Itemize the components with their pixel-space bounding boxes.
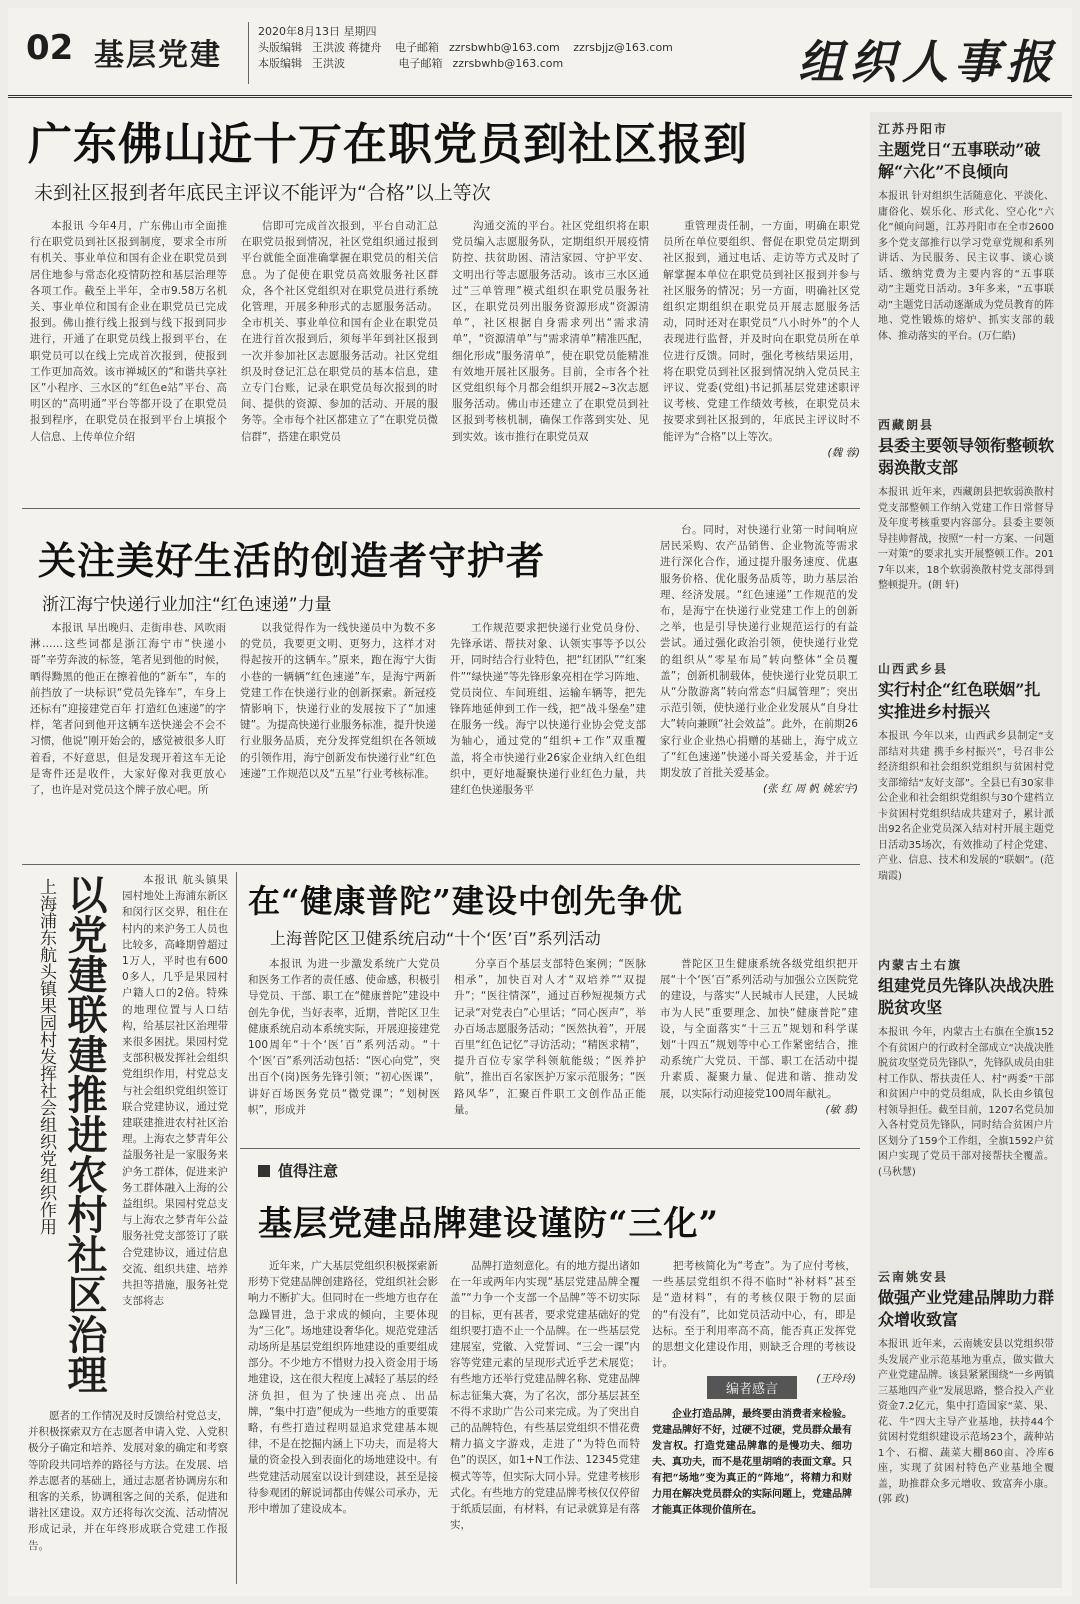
divider (236, 872, 237, 1584)
article3-subtitle: 上海浦东航头镇果园村发挥社会组织党组织作用 (36, 878, 56, 1235)
article2-col-3: 工作规范要求把快递行业党员身份、先锋承诺、帮扶对象、认领实事等予以公开，同时结合行业特色，把“红团队”“红案件”“绿快递”等先锋形象亮相在学习阵地、党员岗位、车间班组、运输车辆等，把先锋阵地延伸到工作一线，把“战斗堡垒”建在服务一线。海宁以快递行业协会党支部为轴心，通过党的“组织+工作”双重覆盖，将全市快递行业26家企业纳入红色组织中，更好地凝聚快递行业红色力量，共建红色快递服务平 (450, 622, 646, 797)
article5-col-1: 近年来，广大基层党组织积极探索新形势下党建品牌创建路径，党组织社会影响力不断扩大。但同时在一些地方也存在急躁冒进，急于求成的倾向，主要体现为“三化”。场地建设奢华化。规范党建活动场所是基层党组织阵地建设的重要组成部分。不少地方不惜财力投入资金用于场地建设，这在很大程度上减轻了基层的经济负担，但为了快速出亮点、出品牌，“集中打造”便成为一些地方的重要策略，有些打造过程明显追求党建基本规律，不是在挖掘内涵上下功夫，而是将大量的资金投入到表面化的场地建设中。有些党建活动展室以设计到建设，甚至是接待参观团的解说词都由传媒公司承办，无形中增加了建设成本。 (248, 1260, 438, 1516)
email-label-2: 电子邮箱 (398, 57, 443, 70)
article4-body (248, 956, 860, 1142)
rail-text: 本报讯 近年来，云南姚安县以党组织带头发展产业示范基地为重点，做实做大产业党建品牌。该县紧紧围绕“一乡两镇三基地四产业”发展思路，整合投入产业资金7.2亿元，集中打造国家“菜、果、花、牛”四大主导产业基地，扶持44个贫困村党组织建设示范场23个，蔬种站1个、石榴、蔬菜大棚860亩、冷库6座，实现了贫困村特色产业基地全覆盖，助推群众多元增收、致富奔小康。(郭 政) (878, 1339, 1054, 1505)
rail-place: 内蒙古土右旗 (878, 958, 963, 972)
editor-note-heading: 编者感言 (707, 1376, 797, 1399)
article5-title: 基层党建品牌建设谨防“三化” (258, 1204, 720, 1244)
rail-item (878, 416, 1054, 666)
article4-col-1: 本报讯 为进一步激发系统广大党员和医务工作者的责任感、使命感，积极引导党员、干部、职工在“健康普陀”建设中创先争优，当好表率，近期，普陀区卫生健康系统启动本系统实际，开展迎接建党100周年“十个‘医’百”系列活动。“十个‘医’百”系列活动包括：“医心向党”，突出百个(岗)医务先锋引领；“初心医课”，讲好百场医务党员“微党课”；“划树医帜”，形成并 (248, 958, 440, 1116)
rail-item (878, 120, 1054, 402)
article4-col-3: 普陀区卫生健康系统各级党组织把开展“十个‘医’百”系列活动与加强公立医院党的建设，与落实“人民城市人民建，人民城市为人民”重要理念、加快“健康普陀”建设，与全面落实“十三五”规划和科学谋划“十四五”规划等中心工作紧密结合，推动系统广大党员、干部、职工在活动中提升素质、凝聚力量、促进和谐、推动发展，以实际行动迎接党100周年献礼。 (敏 慕) (660, 956, 858, 1142)
rail-place: 江苏丹阳市 (878, 122, 949, 136)
article2-subtitle: 浙江海宁快递行业加注“红色速递”力量 (42, 595, 332, 615)
editor-note-body: 企业打造品牌，最终要由消费者来检验。党建品牌好不好，过硬不过硬，党员群众最有发言权。打造党建品牌靠的是慢功夫、细功夫、真功夫，而不是花里胡哨的表面文章。只有把“场地”变为真正的“阵地”，将精力和财力用在解决党员群众的实际问题上，党建品牌才能真正体现价值所在。 (652, 1409, 852, 1516)
masthead (8, 8, 1072, 98)
article1-title: 广东佛山近十万在职党员到社区报到 (28, 119, 748, 170)
article5-tag: 值得注意 (258, 1160, 338, 1181)
masthead-divider (248, 22, 249, 84)
rail-title: 组建党员先锋队决战决胜脱贫攻坚 (878, 976, 1055, 1017)
rail-title: 实行村企“红色联姻”扎实推进乡村振兴 (878, 680, 1041, 721)
page-number: 02 (26, 28, 74, 68)
email-3: zzrsbwhb@163.com (452, 57, 564, 70)
article4-byline: (敏 慕) (825, 1103, 858, 1116)
rail-item (878, 956, 1054, 1256)
page-editors: 王洪波 (312, 57, 345, 70)
article4-subtitle: 上海普陀区卫健系统启动“十个‘医’百”系列活动 (270, 929, 601, 948)
rail-title: 县委主要领导领衔整顿软弱涣散支部 (878, 436, 1055, 477)
rail-item (878, 660, 1054, 950)
rail-item (878, 1268, 1054, 1578)
article5-byline: (王玲玲) (816, 1373, 856, 1386)
article2-col-2: 以我觉得作为一线快递员中为数不多的党员，我要更文明、更努力，这样才对得起按开的这辆车。”原来，跑在海宁大街小巷的一辆辆“红色速递”车，是海宁两新党建工作在快递行业的创新探索。新冠疫情影响下，快递行业的发展按下了“加速键”。为提高快递行业服务标准，提升快递行业服务品质，充分发挥党组织在各领域的引领作用，海宁创新发布快递行业“红色速递”工作规范以及“五星”行业考核标准。 (240, 622, 436, 780)
section-name: 基层党建 (94, 38, 222, 73)
rail-text: 本报讯 今年以来，山西武乡县制定“支部结对共建 携手乡村振兴”，号召非公经济组织和社会组织党组织与贫困村党支部缔结“友好支部”。全县已有30家非公企业和社会组织党组织与30个建档立卡贫困村党组织结成共建对子，累计派出92名企业党员深入结对村开展主题党日活动35场次，有效推动了村企党建、产业、信息、技术和发展的“联姻”。(范瑞霞) (878, 731, 1054, 882)
article4-col-2: 分享百个基层支部特色案例；“医脉相承”，加快百对人才“双培养”“双提升”；“医往情深”，通过百秒短视频方式记录“对党表白”心里话；“同心医声”，举办百场志愿服务活动；“医然执着”，开展百里“红色记忆”寻访活动；“精医求精”，提升百位专家学科领航能级；“医养护航”，推出百名家医护万家示范服务；“医路风华”，汇聚百件职工文创作品正能量。 (454, 958, 646, 1116)
masthead-info (258, 24, 683, 72)
email-1: zzrsbwhb@163.com (449, 41, 560, 54)
right-rail (870, 112, 1062, 1588)
divider (22, 864, 860, 865)
divider (240, 1148, 860, 1149)
article2-title: 关注美好生活的创造者守护者 (38, 538, 546, 583)
article1-col-4: 重管理责任制，一方面，明确在职党员所在单位要组织、督促在职党员定期到社区报到，通过电话、走访等方式及时了解掌握本单位在职党员到社区报到并参与社区服务的情况；另一方面，明确社区党组织定期组织在职党员开展志愿服务活动，同时还对在职党员“八小时外”的个人表现进行监督，并及时向在职党员所在单位进行反馈。同时，强化考核结果运用，将在职党员到社区报到情况纳入党员民主评议、党委(党组)书记抓基层党建述职评议考核、党建工作绩效考核，在职党员未按要求到社区报到的，年底民主评议时不能评为“合格”以上等次。 (魏 蓉) (663, 218, 860, 500)
article1-col-2: 信即可完成首次报到，平台自动汇总在职党员报到情况，社区党组织通过报到平台就能全面准确掌握在职党员的相关信息。为了促使在职党员高效服务社区群众，各个社区党组织对在职党员进行系统化管理，开展多种形式的志愿服务活动。全市机关、事业单位和国有企业在职党员在进行首次报到后，须每半年到社区报到一次并参加社区志愿服务活动。社区党组织及时登记汇总在职党员的基本信息，建立专门台账，记录在职党员每次报到的时间、提供的资源、参加的活动、开展的服务等。全市每个社区都建立了“在职党员微信群”，搭建在职党员 (241, 220, 438, 443)
article1-col-1: 本报讯 今年4月，广东佛山市全面推行在职党员到社区报到制度，要求全市所有机关、事业单位和国有企业在职党员到居住地参与常态化疫情防控和基层治理等各项工作。截至上半年，全市9.58万名机关、事业单位和国有企业在职党员已完成报到。佛山推行线上报到与线下报到同步进行，开通了在职党员线上报到平台，在职党员可以在线上完成首次报到，使报到工作更加高效。该市禅城区的“和谐共享社区”小程序、三水区的“红色e站”平台、高明区的“高明通”平台等都开设了在职党员报到程序，在职党员在报到平台上填报个人信息、上传单位介绍 (30, 220, 227, 443)
issue-date: 2020年8月13日 星期四 (258, 25, 377, 38)
rail-text: 本报讯 针对组织生活随意化、平淡化、庸俗化、娱乐化、形式化、空心化“六化”倾向问题，江苏丹阳市在全市2600多个党支部推行以学习党章党规和系列讲话、为民服务、民主议事、谈心谈话、缴纳党费为主要内容的“五事联动”主题党日活动。3年多来，“五事联动”主题党日活动逐渐成为党员教育的阵地、党性锻炼的熔炉、抓实支部的载体、推动落实的平台。(万仁皓) (878, 191, 1054, 342)
rail-title: 主题党日“五事联动”破解“六化”不良倾向 (878, 140, 1041, 181)
article3-title: 以党建联建推进农村社区治理 (61, 874, 108, 1394)
article3-col-2: 愿者的工作情况及时反馈给村党总支，并积极探索双方在志愿者申请入党、入党积极分子确定和培养、发展对象的确定和考察等阶段共同培养的路径与方法。在发展、培养志愿者的基础上，通过志愿者协调房东和租客的关系，协调租客之间的关系，促进和谐社区建设。双方还将每次交流、活动情况形成记录，并在年终形成联合党建工作报告。 (28, 1410, 228, 1552)
editor-note (652, 1376, 852, 1536)
article2-byline: (张 红 周 帆 姚宏宇) (762, 783, 858, 796)
article2-body-a (30, 620, 650, 860)
article4-title: 在“健康普陀”建设中创先争优 (248, 882, 683, 920)
rail-place: 山西武乡县 (878, 662, 949, 676)
article1-body (30, 218, 860, 500)
email-label-1: 电子邮箱 (395, 41, 439, 54)
head-editor-label: 头版编辑 (258, 41, 302, 54)
rail-text: 本报讯 今年，内蒙古土右旗在全旗152个有贫困户的行政村全部成立“决战决胜脱贫攻坚党员先锋队”，先锋队成员由驻村工作队、帮扶责任人、村“两委”干部和贫困户中的党员组成，队长由乡镇包村领导担任。截至目前，1207名党员加入各村党员先锋队，同时结合贫困户片区划分了159个工作组，全旗1592户贫困户实现了党员干部对接帮扶全覆盖。(马秋慧) (878, 1027, 1054, 1178)
article1-byline: (魏 蓉) (827, 446, 860, 459)
email-2: zzrsbjjz@163.com (573, 41, 673, 54)
newspaper-page (8, 8, 1072, 1596)
newspaper-logo: 组织人事报 (798, 35, 1058, 89)
tag-block-icon (258, 1165, 270, 1177)
page-editor-label: 本版编辑 (258, 57, 302, 70)
rail-title: 做强产业党建品牌助力群众增收致富 (878, 1288, 1055, 1329)
article3-col-1: 本报讯 航头镇果园村地处上海浦东新区和闵行区交界，租住在村内的来沪务工人员也比较多，高峰期曾超过1万人，平时也有6000多人，几乎是果园村户籍人口的2倍。特殊的地理位置与人口结构，给基层社区治理带来很多困扰。果园村党支部积极发挥社会组织党组织作用，村党总支与社会组织党组织签订联合党建协议，通过党建联建推进农村社区治理。上海农之梦青年公益服务社是一家服务来沪务工群体，促进来沪务工群体融入上海的公益组织。果园村党总支与上海农之梦青年公益服务社党支部签订了联合党建协议，通过信息交流、组织共建、培养共担等措施，服务社党支部将志 (122, 874, 228, 1308)
rail-text: 本报讯 近年来，西藏朗县把软弱涣散村党支部整顿工作纳入党建工作日常督导及年度考核重要内容部分。县委主要领导挂帅督战，按照“一村一方案、一问题一对策”的要求扎实开展整顿工作。2017年以来，18个软弱涣散村党支部得到整顿提升。(朗 轩) (878, 487, 1054, 591)
article5-col-2: 品牌打造刻意化。有的地方提出诸如在一年或两年内实现“基层党建品牌全覆盖”“力争一个支部一个品牌”等不切实际的目标，更有甚者，要求党建基础好的党组织要打造不止一个品牌。在一些基层党建展室，党徽、入党誓词、“三会一课”内容等党建元素的呈现形式近乎艺术展览；有些地方还举行党建品牌名称、党建品牌标志征集大赛，为了名次，部分基层甚至不得不求助广告公司来完成。为了突出自己的品牌特色，有些基层党组织不惜花费精力搞文字游戏，走进了“为特色而特色”的误区，如1+N工作法、12345党建模式等等，但实际大同小异。党建考核形式化。有些地方的党建品牌考核仅仅停留于纸质层面，有材料，有记录就算是有落实， (450, 1260, 640, 1532)
article2-col-4: 台。同时，对快递行业第一时间响应居民采购、农产品销售、企业物流等需求进行深化合作，通过提升服务速度、优惠服务价格、优化服务品质等，助力基层治理、经济发展。“红色速递”工作规范的发布，是海宁在快递行业党建工作上的创新之举，也是引导快递行业规范运行的有益尝试。通过强化政治引领，使快递行业党的组织从“零星布局”转向整体“全员覆盖”；创新机制载体，使快递行业党员职工从“分散游离”转向常态“归属管理”；突出示范引领，使快递行业企业发展从“自身壮大”转向兼顾“社会效益”。此外，在前期26家行业企业热心捐赠的基础上，海宁成立了“红色速递”快递小哥关爱基金，并于近期发放了首批关爱基金。 (张 红 周 帆 姚宏宇) (660, 522, 858, 860)
divider (22, 508, 860, 509)
article5-col-3: 把考核简化为“考查”。为了应付考核，一些基层党组织不得不临时“补材料”甚至是“造材料”，有的考核仅限于物的层面的“有没有”，比如党员活动中心，有，即是达标。至于利用率高不高，能否真正发挥党的思想文化建设作用，则缺乏合理的考核设计。 (王玲玲) (652, 1258, 856, 1374)
rail-place: 云南姚安县 (878, 1270, 949, 1284)
article2-col-1: 本报讯 早出晚归、走街串巷、风吹雨淋……这些词都是浙江海宁市“快递小哥”辛劳奔波的标签，笔者见到他的时候，晒得黝黑的他正在擦着他的“新车”，车的前挡放了一块标识“党员先锋车”，车身上还标有“迎接建党百年 打造红色速递”的字样，笔者问到他开这辆车送快递会不会不习惯，他说“刚开始会的，感觉被很多人盯着看，不好意思，但是发现开着这车无论是寄件还是收件，大家好像对我更放心了，也许是对党员这个牌子放心吧。所 (30, 622, 226, 797)
head-editors: 王洪波 蒋捷舟 (312, 41, 382, 54)
rail-place: 西藏朗县 (878, 418, 935, 432)
article1-col-3: 沟通交流的平台。社区党组织将在职党员编入志愿服务队，定期组织开展疫情防控、扶贫助困、清洁家园、守护平安、文明出行等志愿服务活动。该市三水区通过“三单管理”模式组织在职党员服务社区，在职党员列出服务资源形成“资源清单”，社区根据自身需求列出“需求清单”，“资源清单”与“需求清单”精准匹配，细化形成“服务清单”，使在职党员能精准有效地开展社区服务。目前，全市各个社区党组织每个月都会组织开展2~3次志愿服务活动。佛山市还建立了在职党员到社区报到考核机制，确保工作落到实处、见到实效。该市推行在职党员双 (452, 220, 649, 443)
article1-subtitle: 未到社区报到者年底民主评议不能评为“合格”以上等次 (34, 182, 491, 204)
